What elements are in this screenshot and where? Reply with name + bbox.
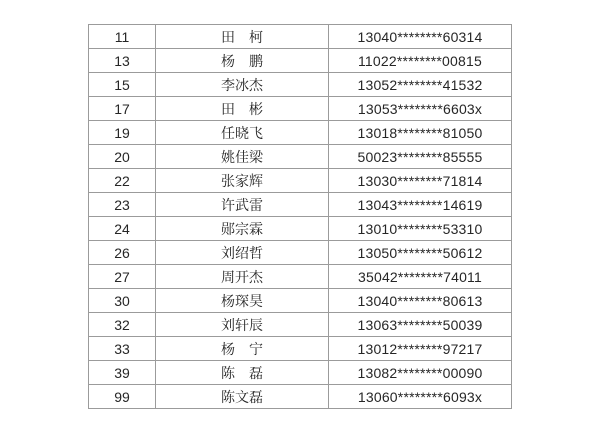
cell-masked-id: 13050********50612: [329, 241, 512, 265]
table-row: [89, 121, 512, 145]
cell-name: 田 彬: [156, 97, 329, 121]
cell-name: 杨琛昊: [156, 289, 329, 313]
table-row: [89, 337, 512, 361]
cell-masked-id: 13040********80613: [329, 289, 512, 313]
table-row: [89, 265, 512, 289]
table-body: [89, 25, 512, 409]
cell-masked-id: 13060********6093x: [329, 385, 512, 409]
masked-id-table: [88, 24, 512, 409]
cell-number: 27: [89, 265, 156, 289]
cell-number: 39: [89, 361, 156, 385]
cell-number: 20: [89, 145, 156, 169]
cell-name: 许武雷: [156, 193, 329, 217]
table-row: [89, 169, 512, 193]
cell-masked-id: 35042********74011: [329, 265, 512, 289]
table-row: [89, 217, 512, 241]
cell-number: 99: [89, 385, 156, 409]
cell-number: 30: [89, 289, 156, 313]
cell-number: 11: [89, 25, 156, 49]
cell-masked-id: 13043********14619: [329, 193, 512, 217]
cell-number: 32: [89, 313, 156, 337]
cell-number: 13: [89, 49, 156, 73]
cell-name: 周开杰: [156, 265, 329, 289]
cell-name: 郧宗霖: [156, 217, 329, 241]
cell-number: 26: [89, 241, 156, 265]
cell-masked-id: 13053********6603x: [329, 97, 512, 121]
table-row: [89, 145, 512, 169]
cell-masked-id: 11022********00815: [329, 49, 512, 73]
cell-number: 23: [89, 193, 156, 217]
cell-masked-id: 13010********53310: [329, 217, 512, 241]
table-row: [89, 97, 512, 121]
cell-number: 19: [89, 121, 156, 145]
cell-name: 陈文磊: [156, 385, 329, 409]
cell-name: 刘轩辰: [156, 313, 329, 337]
cell-masked-id: 50023********85555: [329, 145, 512, 169]
cell-masked-id: 13040********60314: [329, 25, 512, 49]
cell-name: 姚佳梁: [156, 145, 329, 169]
cell-number: 22: [89, 169, 156, 193]
table-row: [89, 313, 512, 337]
table-row: [89, 385, 512, 409]
table-row: [89, 73, 512, 97]
table-row: [89, 49, 512, 73]
cell-name: 张家辉: [156, 169, 329, 193]
cell-masked-id: 13012********97217: [329, 337, 512, 361]
masked-id-table-container: [88, 24, 512, 409]
table-row: [89, 25, 512, 49]
cell-number: 33: [89, 337, 156, 361]
cell-masked-id: 13052********41532: [329, 73, 512, 97]
table-row: [89, 193, 512, 217]
table-row: [89, 289, 512, 313]
cell-masked-id: 13063********50039: [329, 313, 512, 337]
cell-name: 陈 磊: [156, 361, 329, 385]
cell-number: 15: [89, 73, 156, 97]
cell-name: 杨 宁: [156, 337, 329, 361]
cell-masked-id: 13018********81050: [329, 121, 512, 145]
table-row: [89, 241, 512, 265]
cell-name: 李冰杰: [156, 73, 329, 97]
cell-masked-id: 13082********00090: [329, 361, 512, 385]
cell-masked-id: 13030********71814: [329, 169, 512, 193]
cell-number: 24: [89, 217, 156, 241]
cell-number: 17: [89, 97, 156, 121]
cell-name: 任晓飞: [156, 121, 329, 145]
cell-name: 刘绍哲: [156, 241, 329, 265]
cell-name: 田 柯: [156, 25, 329, 49]
table-row: [89, 361, 512, 385]
cell-name: 杨 鹏: [156, 49, 329, 73]
